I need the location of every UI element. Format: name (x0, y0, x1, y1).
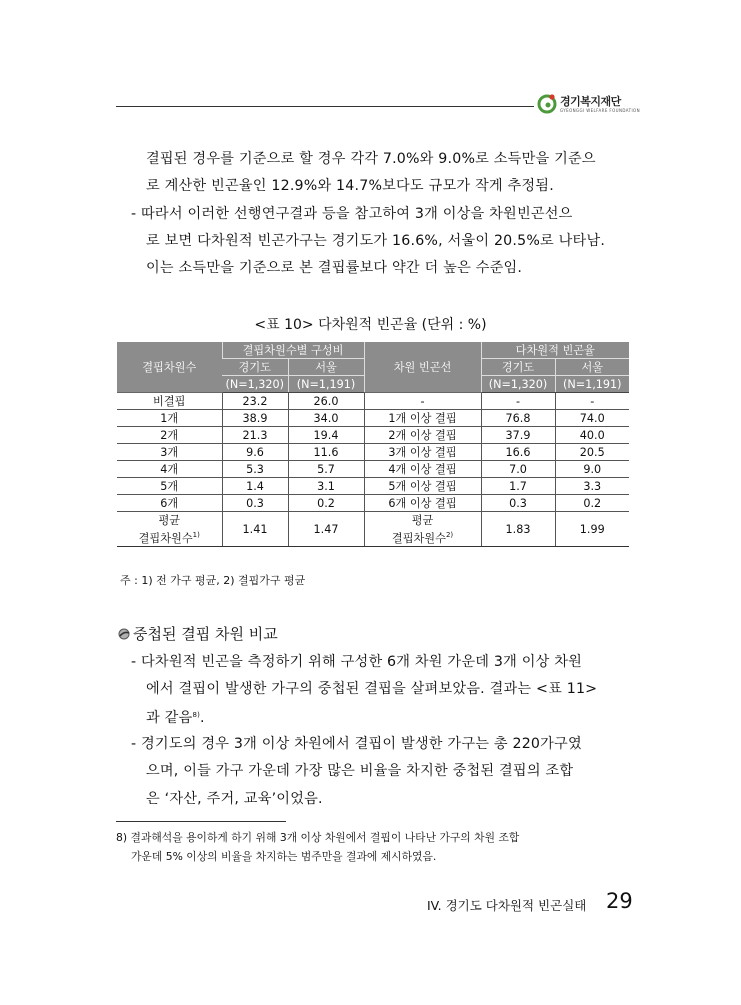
cell-seoul-rate: 9.0 (555, 461, 629, 478)
body-text: 과 같음 (146, 710, 193, 726)
table-title: <표 10> 다차원적 빈곤율 (단위 : %) (254, 317, 487, 333)
body-line: 로 보면 다차원적 빈곤가구는 경기도가 16.6%, 서울이 20.5%로 나타남. (146, 233, 606, 249)
cell-gyeonggi-rate: 0.3 (481, 495, 555, 512)
cell-seoul-share: 3.1 (288, 478, 364, 495)
header-gyeonggi: 경기도 (481, 359, 555, 376)
cell-gyeonggi-rate: 1.7 (481, 478, 555, 495)
footnote-reference: 8) (192, 711, 201, 719)
header-rate-group: 다차원적 빈곤율 (481, 342, 629, 359)
cell-seoul-rate: - (555, 393, 629, 410)
header-composition-group: 결핍차원수별 구성비 (222, 342, 364, 359)
cell-gyeonggi-rate: 7.0 (481, 461, 555, 478)
cell-seoul-share: 0.2 (288, 495, 364, 512)
cell-seoul-share: 19.4 (288, 427, 364, 444)
cell-dimension: 6개 (117, 495, 222, 512)
table-row (117, 410, 629, 427)
cell-gyeonggi-avg-rate: 1.83 (481, 512, 555, 547)
section-bullet-icon (118, 628, 130, 640)
chapter-title: IV. 경기도 다차원적 빈곤실태 (427, 898, 587, 913)
cell-gyeonggi-share: 0.3 (222, 495, 288, 512)
header-n-gyeonggi: (N=1,320) (222, 376, 288, 393)
cell-dimension: 3개 (117, 444, 222, 461)
page-number: 29 (606, 889, 633, 913)
cell-seoul-share: 26.0 (288, 393, 364, 410)
cell-average-dimension (117, 512, 222, 547)
org-name: 경기복지재단 (560, 95, 621, 108)
cell-seoul-rate: 40.0 (555, 427, 629, 444)
cell-poverty-line: 5개 이상 결핍 (364, 478, 481, 495)
header-rule (116, 106, 534, 107)
footnote-rule (116, 821, 286, 822)
cell-seoul-avg-rate: 1.99 (555, 512, 629, 547)
dimension-count-label: 결핍차원수 (391, 531, 446, 545)
cell-gyeonggi-rate: - (481, 393, 555, 410)
cell-seoul-rate: 3.3 (555, 478, 629, 495)
header-seoul: 서울 (555, 359, 629, 376)
table-row (117, 427, 629, 444)
org-subtitle: GYEONGGI WELFARE FOUNDATION (560, 108, 640, 113)
body-line: 로 계산한 빈곤율인 12.9%와 14.7%보다도 규모가 작게 추정됨. (146, 178, 554, 194)
poverty-rate-table (117, 342, 629, 547)
cell-seoul-rate: 0.2 (555, 495, 629, 512)
table-row (117, 478, 629, 495)
table-row (117, 495, 629, 512)
cell-seoul-rate: 74.0 (555, 410, 629, 427)
table-row-average (117, 512, 629, 547)
body-line: 은 ‘자산, 주거, 교육’이었음. (146, 791, 323, 807)
table-row (117, 393, 629, 410)
footnote-line: 가운데 5% 이상의 비율을 차지하는 범주만을 결과에 제시하였음. (131, 850, 437, 863)
body-line: 결핍된 경우를 기준으로 할 경우 각각 7.0%와 9.0%로 소득만을 기준으 (146, 151, 596, 167)
cell-average-line (364, 512, 481, 547)
body-line (146, 706, 205, 727)
cell-poverty-line: 2개 이상 결핍 (364, 427, 481, 444)
section-title: 중첩된 결핍 차원 비교 (133, 625, 278, 643)
cell-gyeonggi-rate: 16.6 (481, 444, 555, 461)
cell-dimension: 비결핍 (117, 393, 222, 410)
cell-gyeonggi-share: 21.3 (222, 427, 288, 444)
cell-gyeonggi-rate: 37.9 (481, 427, 555, 444)
table-row (117, 444, 629, 461)
cell-gyeonggi-share: 1.4 (222, 478, 288, 495)
cell-seoul-share: 34.0 (288, 410, 364, 427)
header-n-gyeonggi: (N=1,320) (481, 376, 555, 393)
org-logo (536, 90, 644, 120)
header-seoul: 서울 (288, 359, 364, 376)
footnote-line: 8) 결과해석을 용이하게 하기 위해 3개 이상 차원에서 결핍이 나타난 가구의 차원 조합 (116, 831, 520, 844)
footnote-marker: 2) (445, 530, 454, 539)
header-gyeonggi: 경기도 (222, 359, 288, 376)
sentence-end: . (200, 710, 205, 726)
table-row (117, 461, 629, 478)
cell-gyeonggi-rate: 76.8 (481, 410, 555, 427)
cell-seoul-rate: 20.5 (555, 444, 629, 461)
header-dimensions: 결핍차원수 (117, 342, 222, 393)
cell-seoul-average: 1.47 (288, 512, 364, 547)
average-label: 평균 (411, 513, 434, 527)
cell-dimension: 4개 (117, 461, 222, 478)
cell-dimension: 1개 (117, 410, 222, 427)
cell-gyeonggi-average: 1.41 (222, 512, 288, 547)
cell-gyeonggi-share: 5.3 (222, 461, 288, 478)
cell-seoul-share: 11.6 (288, 444, 364, 461)
body-line: 으며, 이들 가구 가운데 가장 많은 비율을 차지한 중첩된 결핍의 조합 (146, 763, 574, 779)
cell-poverty-line: 4개 이상 결핍 (364, 461, 481, 478)
table-note: 주 : 1) 전 가구 평균, 2) 결핍가구 평균 (120, 574, 306, 587)
cell-gyeonggi-share: 23.2 (222, 393, 288, 410)
body-line: 이는 소득만을 기준으로 본 결핍률보다 약간 더 높은 수준임. (146, 260, 523, 276)
header-n-seoul: (N=1,191) (288, 376, 364, 393)
cell-seoul-share: 5.7 (288, 461, 364, 478)
body-line: 에서 결핍이 발생한 가구의 중첩된 결핍을 살펴보았음. 결과는 <표 11> (146, 681, 598, 697)
body-line: - 다차원적 빈곤을 측정하기 위해 구성한 6개 차원 가운데 3개 이상 차원 (131, 654, 583, 670)
header-poverty-line: 차원 빈곤선 (364, 342, 481, 393)
average-label: 평균 (158, 513, 181, 527)
cell-poverty-line: 6개 이상 결핍 (364, 495, 481, 512)
body-line: - 경기도의 경우 3개 이상 차원에서 결핍이 발생한 가구는 총 220가구였 (131, 736, 582, 752)
cell-dimension: 5개 (117, 478, 222, 495)
header-n-seoul: (N=1,191) (555, 376, 629, 393)
cell-dimension: 2개 (117, 427, 222, 444)
dimension-count-label: 결핍차원수 (138, 531, 193, 545)
cell-gyeonggi-share: 9.6 (222, 444, 288, 461)
foundation-logo-icon (536, 92, 558, 114)
cell-poverty-line: - (364, 393, 481, 410)
cell-poverty-line: 1개 이상 결핍 (364, 410, 481, 427)
footnote-marker: 1) (192, 530, 200, 539)
cell-gyeonggi-share: 38.9 (222, 410, 288, 427)
body-line: - 따라서 이러한 선행연구결과 등을 참고하여 3개 이상을 차원빈곤선으 (131, 206, 573, 222)
cell-poverty-line: 3개 이상 결핍 (364, 444, 481, 461)
